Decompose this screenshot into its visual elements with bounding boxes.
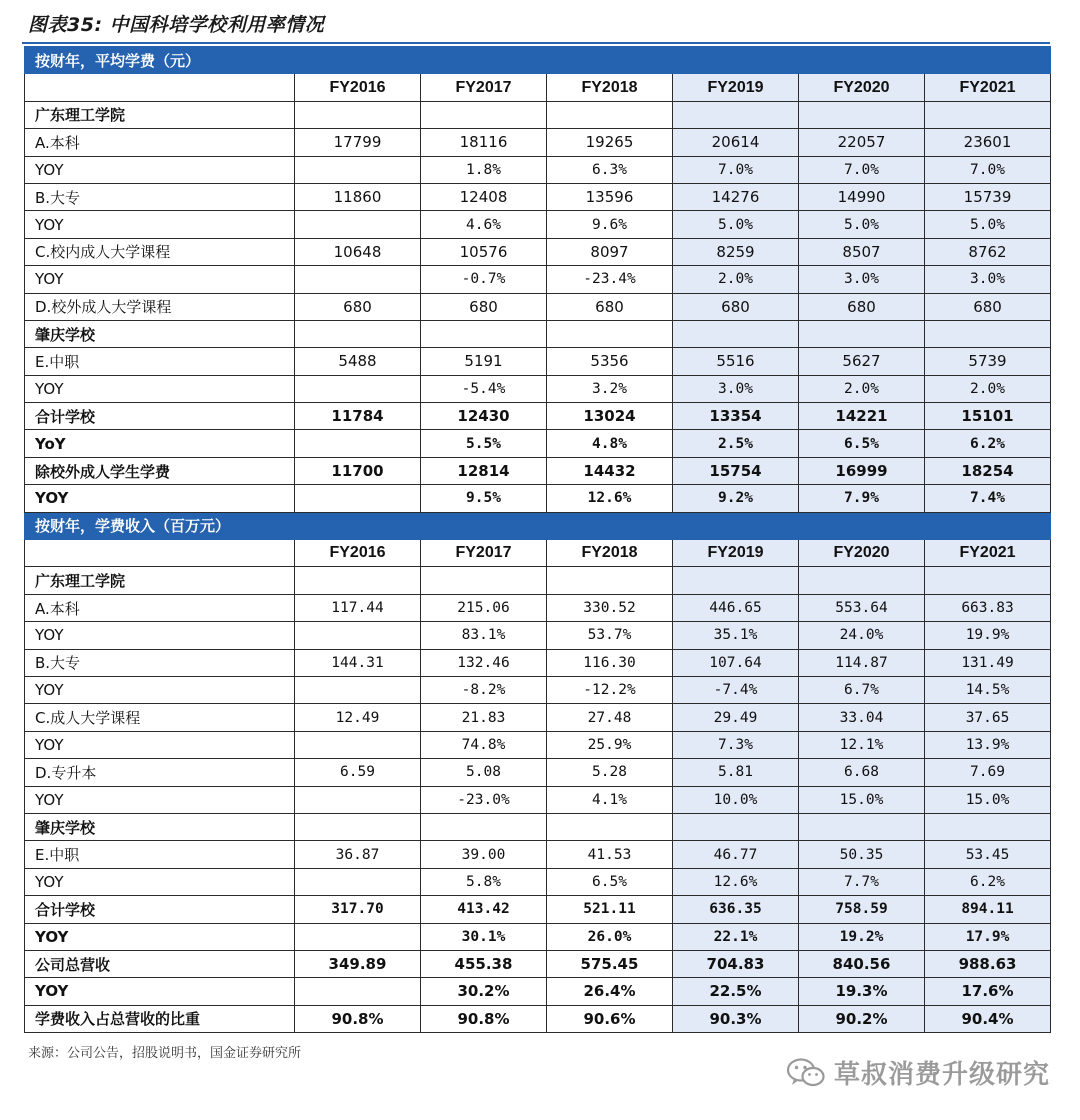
value-cell: 15101 [925, 403, 1051, 430]
table-row [25, 841, 1051, 868]
value-cell: 317.70 [295, 896, 421, 923]
value-cell [421, 320, 547, 347]
table-row [25, 238, 1051, 265]
value-cell [547, 101, 673, 128]
value-cell: 4.1% [547, 786, 673, 813]
year-header: FY2020 [799, 540, 925, 567]
value-cell: 680 [547, 293, 673, 320]
value-cell: 3.0% [673, 375, 799, 402]
row-label: B.大专 [25, 649, 295, 676]
value-cell: 18254 [925, 457, 1051, 484]
row-label: D.校外成人大学课程 [25, 293, 295, 320]
value-cell: 90.8% [295, 1005, 421, 1032]
value-cell: 9.6% [547, 211, 673, 238]
value-cell: 83.1% [421, 622, 547, 649]
value-cell: 36.87 [295, 841, 421, 868]
table-row [25, 156, 1051, 183]
table-row [25, 731, 1051, 758]
value-cell: 46.77 [673, 841, 799, 868]
table-row [25, 786, 1051, 813]
table-row [25, 896, 1051, 923]
tuition-table-wrapper [24, 46, 1050, 1033]
value-cell: 6.3% [547, 156, 673, 183]
header-blank [25, 74, 295, 101]
value-cell: 7.0% [673, 156, 799, 183]
value-cell: 3.2% [547, 375, 673, 402]
value-cell: 3.0% [925, 266, 1051, 293]
value-cell: 26.0% [547, 923, 673, 950]
value-cell: 680 [673, 293, 799, 320]
year-header: FY2017 [421, 74, 547, 101]
table-row [25, 129, 1051, 156]
table-row [25, 923, 1051, 950]
header-blank [25, 540, 295, 567]
value-cell: 7.0% [925, 156, 1051, 183]
value-cell: 14990 [799, 183, 925, 210]
value-cell: 144.31 [295, 649, 421, 676]
value-cell: 19.3% [799, 978, 925, 1005]
value-cell: 15.0% [925, 786, 1051, 813]
value-cell: 41.53 [547, 841, 673, 868]
value-cell: 24.0% [799, 622, 925, 649]
value-cell: 22057 [799, 129, 925, 156]
value-cell: 116.30 [547, 649, 673, 676]
watermark-text: 草叔消费升级研究 [833, 1060, 1050, 1090]
value-cell: 11860 [295, 183, 421, 210]
value-cell: 5.08 [421, 759, 547, 786]
table-row [25, 950, 1051, 977]
row-label: YOY [25, 485, 295, 512]
row-label: 广东理工学院 [25, 567, 295, 594]
value-cell: 53.45 [925, 841, 1051, 868]
value-cell: 840.56 [799, 950, 925, 977]
value-cell: 2.0% [673, 266, 799, 293]
row-label: YOY [25, 156, 295, 183]
year-header: FY2019 [673, 74, 799, 101]
value-cell: 7.9% [799, 485, 925, 512]
value-cell [925, 813, 1051, 840]
value-cell: 6.2% [925, 430, 1051, 457]
value-cell: 11784 [295, 403, 421, 430]
value-cell [799, 320, 925, 347]
value-cell: 521.11 [547, 896, 673, 923]
value-cell: 7.69 [925, 759, 1051, 786]
value-cell [295, 156, 421, 183]
value-cell: 680 [295, 293, 421, 320]
value-cell: 11700 [295, 457, 421, 484]
value-cell: 114.87 [799, 649, 925, 676]
table-row [25, 430, 1051, 457]
value-cell: 17.6% [925, 978, 1051, 1005]
value-cell: 53.7% [547, 622, 673, 649]
value-cell: 21.83 [421, 704, 547, 731]
value-cell: 15.0% [799, 786, 925, 813]
value-cell: 33.04 [799, 704, 925, 731]
value-cell: 30.2% [421, 978, 547, 1005]
value-cell [547, 320, 673, 347]
value-cell: 5488 [295, 348, 421, 375]
value-cell [799, 813, 925, 840]
value-cell: 117.44 [295, 594, 421, 621]
value-cell: 90.2% [799, 1005, 925, 1032]
value-cell: 17799 [295, 129, 421, 156]
value-cell: 5.0% [673, 211, 799, 238]
value-cell: 5356 [547, 348, 673, 375]
table-row [25, 320, 1051, 347]
value-cell [295, 676, 421, 703]
value-cell: 26.4% [547, 978, 673, 1005]
value-cell: 90.8% [421, 1005, 547, 1032]
figure-title: 图表35: 中国科培学校利用率情况 [28, 14, 325, 36]
value-cell [295, 813, 421, 840]
value-cell: -5.4% [421, 375, 547, 402]
value-cell: 7.7% [799, 868, 925, 895]
value-cell: -0.7% [421, 266, 547, 293]
value-cell: 5516 [673, 348, 799, 375]
value-cell: 30.1% [421, 923, 547, 950]
table-row [25, 457, 1051, 484]
table-row [25, 101, 1051, 128]
value-cell: 575.45 [547, 950, 673, 977]
value-cell [295, 731, 421, 758]
value-cell [295, 978, 421, 1005]
value-cell: 6.59 [295, 759, 421, 786]
value-cell: 12.1% [799, 731, 925, 758]
value-cell [925, 567, 1051, 594]
value-cell: 553.64 [799, 594, 925, 621]
value-cell [925, 320, 1051, 347]
row-label: 合计学校 [25, 403, 295, 430]
table-row [25, 266, 1051, 293]
year-header: FY2018 [547, 74, 673, 101]
row-label: YOY [25, 211, 295, 238]
value-cell [295, 266, 421, 293]
value-cell: 6.68 [799, 759, 925, 786]
value-cell: -23.4% [547, 266, 673, 293]
table-row [25, 704, 1051, 731]
value-cell: 680 [799, 293, 925, 320]
value-cell: 12.6% [673, 868, 799, 895]
value-cell [295, 211, 421, 238]
value-cell: 23601 [925, 129, 1051, 156]
row-label: 肇庆学校 [25, 813, 295, 840]
value-cell: 90.4% [925, 1005, 1051, 1032]
year-header: FY2017 [421, 540, 547, 567]
value-cell [547, 813, 673, 840]
row-label: YOY [25, 868, 295, 895]
value-cell [673, 813, 799, 840]
row-label: 除校外成人学生学费 [25, 457, 295, 484]
value-cell: 2.5% [673, 430, 799, 457]
value-cell [295, 430, 421, 457]
row-label: YOY [25, 923, 295, 950]
value-cell [295, 786, 421, 813]
value-cell: 13024 [547, 403, 673, 430]
row-label: YOY [25, 622, 295, 649]
watermark-brand [786, 1054, 1050, 1091]
value-cell: 8762 [925, 238, 1051, 265]
value-cell [799, 101, 925, 128]
value-cell [799, 567, 925, 594]
value-cell: 14432 [547, 457, 673, 484]
value-cell: 16999 [799, 457, 925, 484]
value-cell: 14221 [799, 403, 925, 430]
section-title: 按财年，平均学费（元） [25, 47, 1051, 74]
row-label: A.本科 [25, 129, 295, 156]
value-cell: 12408 [421, 183, 547, 210]
value-cell [295, 485, 421, 512]
value-cell: 13.9% [925, 731, 1051, 758]
value-cell: 5.28 [547, 759, 673, 786]
table-row [25, 183, 1051, 210]
value-cell: 636.35 [673, 896, 799, 923]
value-cell [421, 101, 547, 128]
table-row [25, 759, 1051, 786]
value-cell: 6.5% [547, 868, 673, 895]
value-cell: 455.38 [421, 950, 547, 977]
value-cell [295, 320, 421, 347]
row-label: YOY [25, 266, 295, 293]
value-cell: 5627 [799, 348, 925, 375]
value-cell: 9.5% [421, 485, 547, 512]
row-label: YOY [25, 731, 295, 758]
table-row [25, 649, 1051, 676]
value-cell: 19265 [547, 129, 673, 156]
value-cell: 17.9% [925, 923, 1051, 950]
row-label: 合计学校 [25, 896, 295, 923]
value-cell: 107.64 [673, 649, 799, 676]
row-label: A.本科 [25, 594, 295, 621]
value-cell: 19.2% [799, 923, 925, 950]
table-row [25, 868, 1051, 895]
section-title-row [25, 47, 1051, 74]
value-cell: 680 [925, 293, 1051, 320]
value-cell: 8259 [673, 238, 799, 265]
value-cell: 132.46 [421, 649, 547, 676]
value-cell: 12.6% [547, 485, 673, 512]
value-cell: 13596 [547, 183, 673, 210]
value-cell: 7.0% [799, 156, 925, 183]
value-cell [295, 567, 421, 594]
row-label: C.校内成人大学课程 [25, 238, 295, 265]
value-cell: 22.1% [673, 923, 799, 950]
value-cell: 4.8% [547, 430, 673, 457]
value-cell: 4.6% [421, 211, 547, 238]
value-cell [421, 567, 547, 594]
year-header: FY2016 [295, 540, 421, 567]
value-cell [295, 868, 421, 895]
value-cell: 5.8% [421, 868, 547, 895]
value-cell: -7.4% [673, 676, 799, 703]
value-cell: 13354 [673, 403, 799, 430]
value-cell: 20614 [673, 129, 799, 156]
row-label: 学费收入占总营收的比重 [25, 1005, 295, 1032]
value-cell: 18116 [421, 129, 547, 156]
table-row [25, 978, 1051, 1005]
row-label: 广东理工学院 [25, 101, 295, 128]
value-cell [673, 567, 799, 594]
row-label: YOY [25, 676, 295, 703]
value-cell: 446.65 [673, 594, 799, 621]
value-cell: 39.00 [421, 841, 547, 868]
value-cell: 19.9% [925, 622, 1051, 649]
value-cell [295, 622, 421, 649]
value-cell: 988.63 [925, 950, 1051, 977]
value-cell [295, 923, 421, 950]
row-label: YOY [25, 978, 295, 1005]
value-cell: 5191 [421, 348, 547, 375]
value-cell: 12.49 [295, 704, 421, 731]
value-cell: 5739 [925, 348, 1051, 375]
row-label: E.中职 [25, 348, 295, 375]
value-cell: 25.9% [547, 731, 673, 758]
value-cell: 413.42 [421, 896, 547, 923]
value-cell: 27.48 [547, 704, 673, 731]
tuition-table [24, 46, 1051, 1033]
year-header: FY2021 [925, 74, 1051, 101]
table-row [25, 1005, 1051, 1032]
value-cell [673, 320, 799, 347]
value-cell [295, 101, 421, 128]
value-cell: 2.0% [799, 375, 925, 402]
value-cell: 12430 [421, 403, 547, 430]
value-cell: 5.81 [673, 759, 799, 786]
value-cell: 10576 [421, 238, 547, 265]
value-cell: 90.3% [673, 1005, 799, 1032]
value-cell: 29.49 [673, 704, 799, 731]
value-cell: 894.11 [925, 896, 1051, 923]
title-rule [22, 42, 1050, 44]
value-cell [547, 567, 673, 594]
value-cell: 14.5% [925, 676, 1051, 703]
row-label: YOY [25, 786, 295, 813]
table-row [25, 676, 1051, 703]
value-cell: 7.4% [925, 485, 1051, 512]
year-header: FY2020 [799, 74, 925, 101]
row-label: YoY [25, 430, 295, 457]
table-row [25, 594, 1051, 621]
value-cell: 6.7% [799, 676, 925, 703]
table-row [25, 813, 1051, 840]
table-body [25, 47, 1051, 1033]
table-row [25, 293, 1051, 320]
value-cell: 680 [421, 293, 547, 320]
value-cell: 9.2% [673, 485, 799, 512]
value-cell: 50.35 [799, 841, 925, 868]
year-header: FY2021 [925, 540, 1051, 567]
value-cell: 14276 [673, 183, 799, 210]
row-label: B.大专 [25, 183, 295, 210]
value-cell: 663.83 [925, 594, 1051, 621]
value-cell [925, 101, 1051, 128]
value-cell: 37.65 [925, 704, 1051, 731]
value-cell: 10.0% [673, 786, 799, 813]
value-cell: 22.5% [673, 978, 799, 1005]
wechat-icon [786, 1057, 826, 1089]
row-label: D.专升本 [25, 759, 295, 786]
row-label: E.中职 [25, 841, 295, 868]
value-cell: 7.3% [673, 731, 799, 758]
section-title: 按财年，学费收入（百万元） [25, 512, 1051, 539]
row-label: YOY [25, 375, 295, 402]
value-cell: 758.59 [799, 896, 925, 923]
row-label: C.成人大学课程 [25, 704, 295, 731]
row-label: 公司总营收 [25, 950, 295, 977]
value-cell: 15739 [925, 183, 1051, 210]
value-cell: 704.83 [673, 950, 799, 977]
value-cell: 35.1% [673, 622, 799, 649]
value-cell [295, 375, 421, 402]
value-cell: 6.2% [925, 868, 1051, 895]
table-row [25, 485, 1051, 512]
value-cell: 5.0% [799, 211, 925, 238]
value-cell: 5.0% [925, 211, 1051, 238]
source-note: 来源：公司公告，招股说明书，国金证券研究所 [28, 1046, 302, 1061]
value-cell: -8.2% [421, 676, 547, 703]
table-row [25, 348, 1051, 375]
value-cell: 15754 [673, 457, 799, 484]
table-row [25, 567, 1051, 594]
year-header: FY2019 [673, 540, 799, 567]
value-cell: 5.5% [421, 430, 547, 457]
value-cell: 74.8% [421, 731, 547, 758]
value-cell: 349.89 [295, 950, 421, 977]
value-cell: 8507 [799, 238, 925, 265]
year-header: FY2016 [295, 74, 421, 101]
value-cell: 12814 [421, 457, 547, 484]
row-label: 肇庆学校 [25, 320, 295, 347]
table-row [25, 622, 1051, 649]
value-cell: 6.5% [799, 430, 925, 457]
value-cell: 2.0% [925, 375, 1051, 402]
value-cell: 1.8% [421, 156, 547, 183]
value-cell: 131.49 [925, 649, 1051, 676]
value-cell: 3.0% [799, 266, 925, 293]
year-header: FY2018 [547, 540, 673, 567]
value-cell: -23.0% [421, 786, 547, 813]
value-cell [673, 101, 799, 128]
value-cell: 10648 [295, 238, 421, 265]
value-cell: -12.2% [547, 676, 673, 703]
header-row [25, 540, 1051, 567]
value-cell: 8097 [547, 238, 673, 265]
table-row [25, 211, 1051, 238]
header-row [25, 74, 1051, 101]
section-title-row [25, 512, 1051, 539]
table-row [25, 375, 1051, 402]
value-cell: 215.06 [421, 594, 547, 621]
value-cell: 90.6% [547, 1005, 673, 1032]
table-row [25, 403, 1051, 430]
value-cell: 330.52 [547, 594, 673, 621]
value-cell [421, 813, 547, 840]
